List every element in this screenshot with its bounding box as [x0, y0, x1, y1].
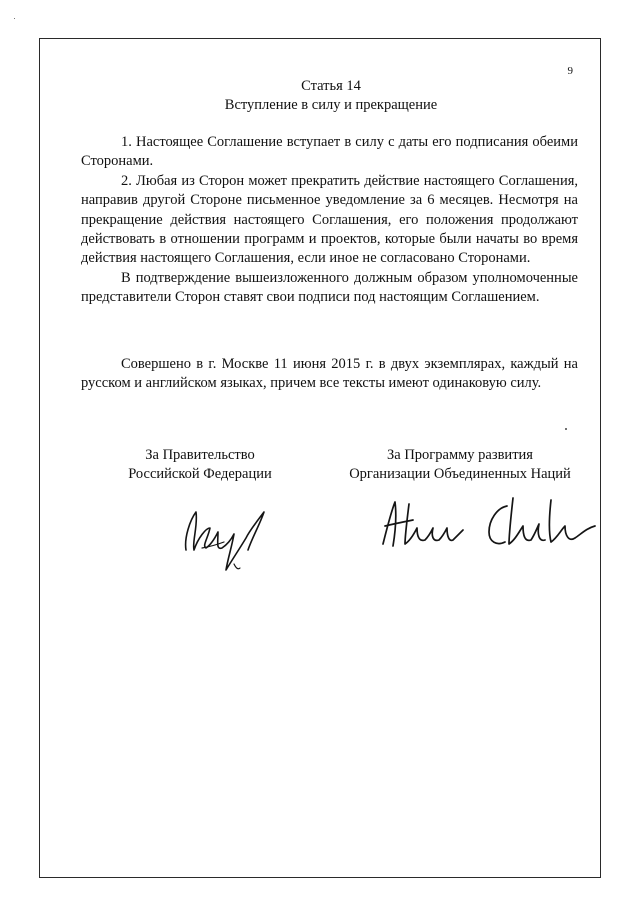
paragraph-2: 2. Любая из Сторон может прекратить действие настоящего Соглашения, направив другой Стороне письменное уведомление за 6 месяцев. Несмотря на прекращение действия настоящего Соглашения, его положения продолжают действовать в отношении программ и проектов, которые были начаты во время действия настоящего Соглашения, если иное не согласовано Сторонами. — [81, 172, 578, 267]
signatory-right — [335, 446, 585, 484]
article-subtitle: Вступление в силу и прекращение — [224, 97, 438, 113]
signatory-left-line1: За Правительство — [145, 447, 255, 463]
signature-left — [172, 498, 272, 578]
page-number: 9 — [567, 65, 573, 77]
scan-speck — [14, 18, 15, 19]
paragraph-3: В подтверждение вышеизложенного должным образом уполномоченные представители Сторон ставят свои подписи под настоящим Соглашением. — [81, 269, 578, 306]
scan-speck — [565, 428, 567, 430]
paragraph-1: 1. Настоящее Соглашение вступает в силу с даты его подписания обеими Сторонами. — [81, 134, 578, 170]
signature-right — [377, 488, 599, 560]
closing-block — [81, 355, 578, 394]
article-body — [81, 133, 578, 308]
signatory-right-line1: За Программу развития — [387, 447, 533, 463]
closing-paragraph: Совершено в г. Москве 11 июня 2015 г. в двух экземплярах, каждый на русском и английском языках, причем все тексты имеют одинаковую силу. — [81, 356, 578, 392]
signatory-left-line2: Российской Федерации — [128, 466, 272, 482]
signatory-left — [100, 446, 300, 484]
signatory-right-line2: Организации Объединенных Наций — [349, 466, 571, 482]
article-title: Статья 14 — [301, 78, 361, 94]
